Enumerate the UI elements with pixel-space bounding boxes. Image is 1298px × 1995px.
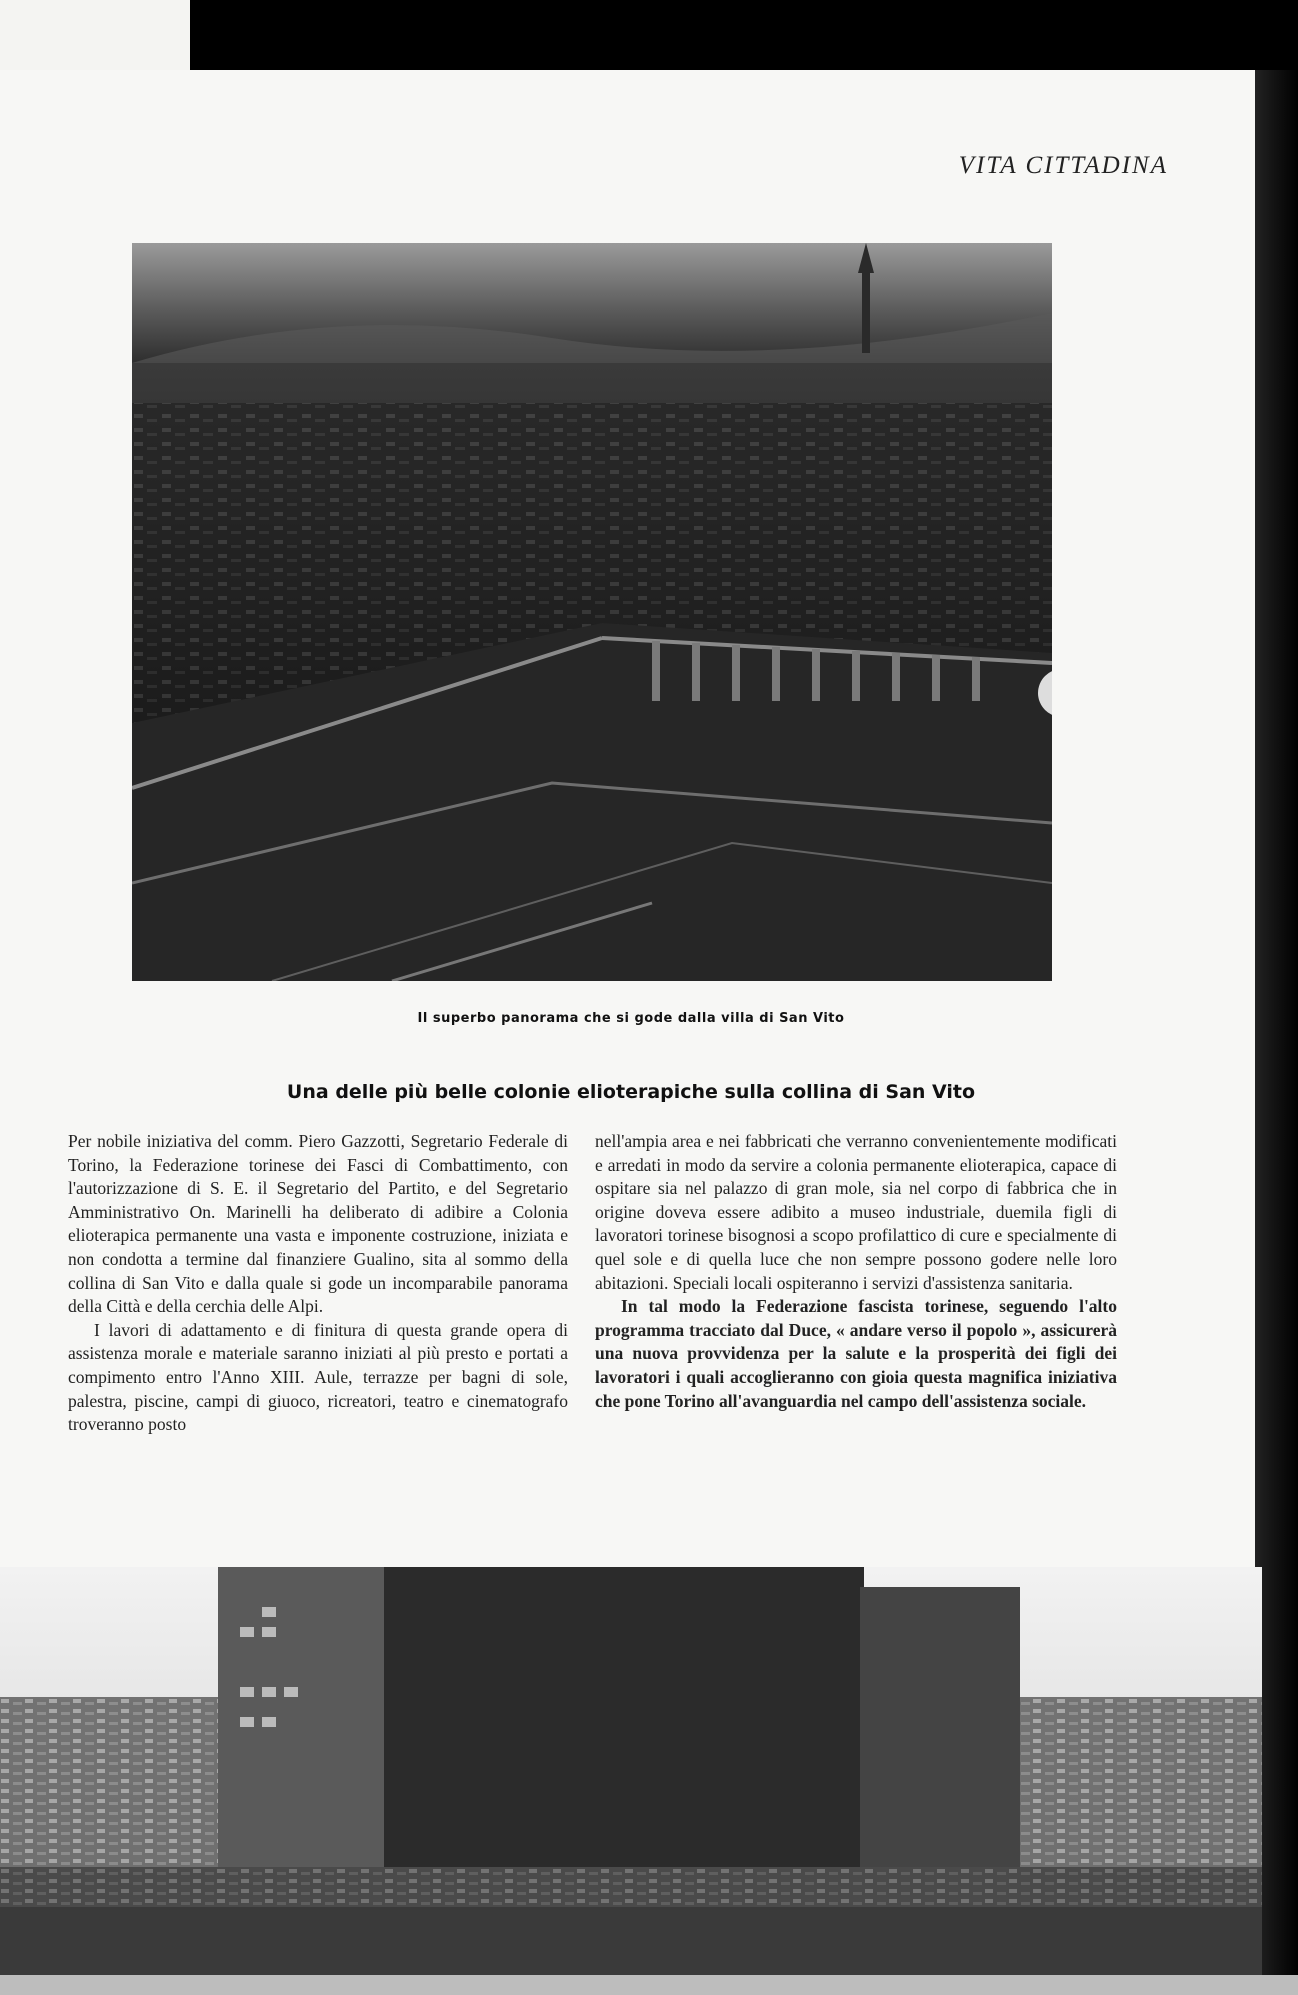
scan-margin — [0, 0, 190, 70]
colony-building-photo — [0, 1567, 1262, 1975]
section-header: VITA CITTADINA — [958, 152, 1168, 179]
article-headline: Una delle più belle colonie elioterapiche sulla collina di San Vito — [286, 1081, 976, 1103]
article-column-left — [68, 1130, 568, 1437]
photo-caption: Il superbo panorama che si gode dalla villa di San Vito — [417, 1011, 845, 1026]
article-column-right — [595, 1130, 1117, 1413]
paragraph: Per nobile iniziativa del comm. Piero Gazzotti, Segretario Federale di Torino, la Federazione torinese dei Fasci di Combattimento, con l'autorizzazione di S. E. il Segretario del Partito, e del Segretario Amministrativo On. Marinelli ha deliberato di adibire a Colonia elioterapica permanente una vasta e imponente costruzione, iniziata e non condotta a termine dal finanziere Gualino, sita al sommo della collina di San Vito e dalla quale si gode un incomparabile panorama della Città e della cerchia delle Alpi. — [68, 1131, 568, 1317]
paragraph: I lavori di adattamento e di finitura di questa grande opera di assistenza morale e materiale saranno iniziati al più presto e portati a compimento entro l'Anno XIII. Aule, terrazze per bagni di sole, palestra, piscine, campi di giuoco, ricreatori, teatro e cinematografo troveranno posto — [68, 1319, 568, 1435]
panorama-photo — [132, 243, 1052, 981]
paragraph: In tal modo la Federazione fascista torinese, seguendo l'alto programma tracciato dal Duce, « andare verso il popolo », assicurerà una nuova provvidenza per la salute e la prosperità dei figli dei lavoratori i quali accoglieranno con gioia questa magnifica iniziativa che pone Torino all'avanguardia nel campo dell'assistenza sociale. — [595, 1296, 1117, 1411]
scan-margin-bottom — [0, 1975, 1298, 1995]
paragraph: nell'ampia area e nei fabbricati che verranno convenientemente modificati e arredati in modo da servire a colonia permanente elioterapica, capace di ospitare sia nel palazzo di gran mole, sia nel corpo di fabbrica che in origine doveva essere adibito a museo industriale, duemila figli di lavoratori torinese bisognosi a scopo profilattico di cure e specialmente di quel sole e di quella luce che non sempre possono godere nelle loro abitazioni. Speciali locali ospiteranno i servizi d'assistenza sanitaria. — [595, 1131, 1117, 1293]
